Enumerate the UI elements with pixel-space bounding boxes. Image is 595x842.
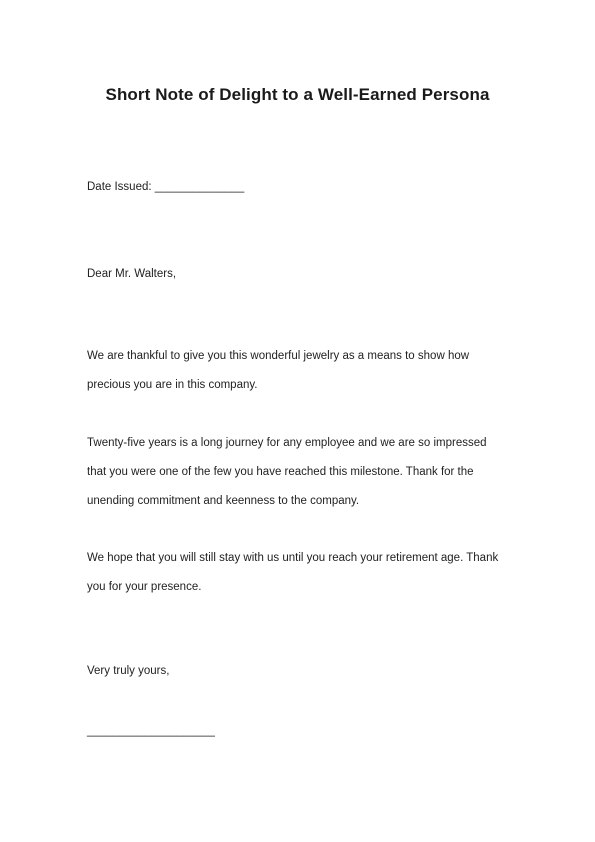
paragraph-1-line-1: We are thankful to give you this wonderful jewelry as a means to show how [87,350,470,362]
paragraph-1-line-2: precious you are in this company. [87,379,258,391]
date-issued-line: Date Issued: ______________ [87,181,245,193]
signature-line: ____________________ [87,725,215,737]
document-title: Short Note of Delight to a Well-Earned Persona [105,85,490,104]
paragraph-3-line-1: We hope that you will still stay with us until you reach your retirement age. Thank [87,552,499,564]
salutation: Dear Mr. Walters, [87,268,177,280]
closing: Very truly yours, [87,665,170,677]
paragraph-2-line-3: unending commitment and keenness to the company. [87,495,360,507]
paragraph-2-line-1: Twenty-five years is a long journey for any employee and we are so impressed [87,437,487,449]
paragraph-3-line-2: you for your presence. [87,581,202,593]
paragraph-2-line-2: that you were one of the few you have reached this milestone. Thank for the [87,466,474,478]
